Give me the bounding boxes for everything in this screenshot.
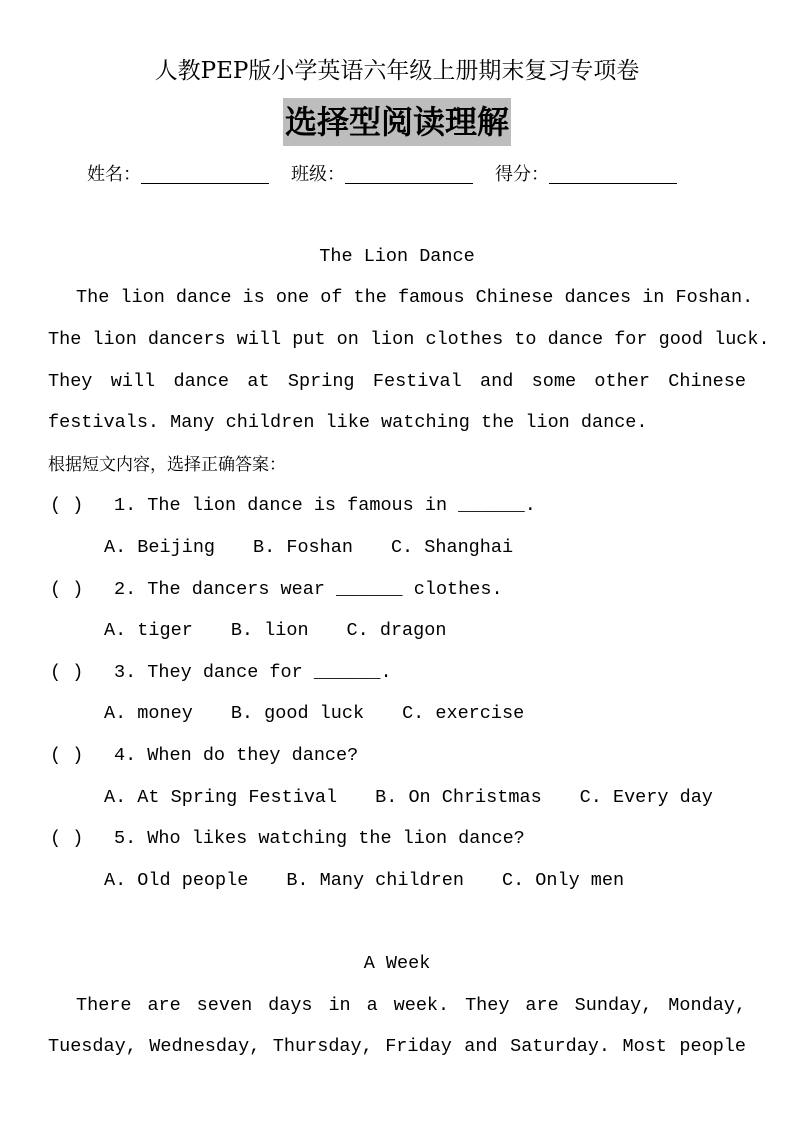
passage1-line: The lion dance is one of the famous Chinese dances in Foshan. xyxy=(76,287,754,308)
options-row xyxy=(104,619,446,643)
option-c[interactable]: C. Shanghai xyxy=(390,537,514,558)
question-row xyxy=(50,827,525,851)
question-text: 3. They dance for ______. xyxy=(114,662,392,683)
option-c[interactable]: C. dragon xyxy=(346,620,447,641)
score-label: 得分： xyxy=(495,164,549,185)
passage1-line: The lion dancers will put on lion clothes to dance for good luck. xyxy=(48,329,770,350)
worksheet-subtitle: 选择型阅读理解 xyxy=(283,98,511,146)
question-text: 2. The dancers wear ______ clothes. xyxy=(114,579,503,600)
question-text: 1. The lion dance is famous in ______. xyxy=(114,495,536,516)
options-row xyxy=(104,536,513,560)
question-text: 4. When do they dance? xyxy=(114,745,359,766)
option-c[interactable]: C. Every day xyxy=(579,787,713,808)
option-a[interactable]: A. Beijing xyxy=(104,537,216,558)
options-row xyxy=(104,786,713,810)
passage2-line: Tuesday, Wednesday, Thursday, Friday and Saturday. Most people xyxy=(48,1036,746,1057)
options-row xyxy=(104,702,524,726)
option-b[interactable]: B. good luck xyxy=(230,703,365,724)
option-c[interactable]: C. exercise xyxy=(402,703,525,724)
option-a[interactable]: A. money xyxy=(104,703,193,724)
passage1-line: festivals. Many children like watching the lion dance. xyxy=(48,412,648,433)
subtitle-wrap xyxy=(0,98,794,146)
class-label: 班级： xyxy=(291,164,345,185)
option-a[interactable]: A. Old people xyxy=(104,870,249,891)
answer-bracket[interactable]: ( ) xyxy=(50,828,84,849)
score-field[interactable] xyxy=(549,163,677,184)
question-row xyxy=(50,661,392,685)
option-b[interactable]: B. On Christmas xyxy=(375,787,542,808)
option-a[interactable]: A. At Spring Festival xyxy=(104,787,338,808)
class-field[interactable] xyxy=(345,163,473,184)
passage1-title: The Lion Dance xyxy=(319,246,475,267)
question-row xyxy=(50,494,536,518)
worksheet-title: 人教PEP版小学英语六年级上册期末复习专项卷 xyxy=(154,58,640,84)
option-a[interactable]: A. tiger xyxy=(104,620,193,641)
option-b[interactable]: B. lion xyxy=(230,620,309,641)
question-row xyxy=(50,744,358,768)
answer-bracket[interactable]: ( ) xyxy=(50,745,84,766)
question-text: 5. Who likes watching the lion dance? xyxy=(114,828,525,849)
options-row xyxy=(104,869,624,893)
name-label: 姓名： xyxy=(87,164,141,185)
name-field[interactable] xyxy=(141,163,269,184)
student-info-row xyxy=(87,160,677,186)
answer-bracket[interactable]: ( ) xyxy=(50,662,84,683)
passage1-line: They will dance at Spring Festival and some other Chinese xyxy=(48,371,746,392)
answer-bracket[interactable]: ( ) xyxy=(50,579,84,600)
instruction-text: 根据短文内容，选择正确答案： xyxy=(48,455,286,475)
option-b[interactable]: B. Many children xyxy=(286,870,464,891)
passage2-title: A Week xyxy=(363,953,431,974)
passage2-line: There are seven days in a week. They are Sunday, Monday, xyxy=(76,995,746,1016)
answer-bracket[interactable]: ( ) xyxy=(50,495,84,516)
option-c[interactable]: C. Only men xyxy=(501,870,625,891)
option-b[interactable]: B. Foshan xyxy=(253,537,353,558)
question-row xyxy=(50,578,503,602)
